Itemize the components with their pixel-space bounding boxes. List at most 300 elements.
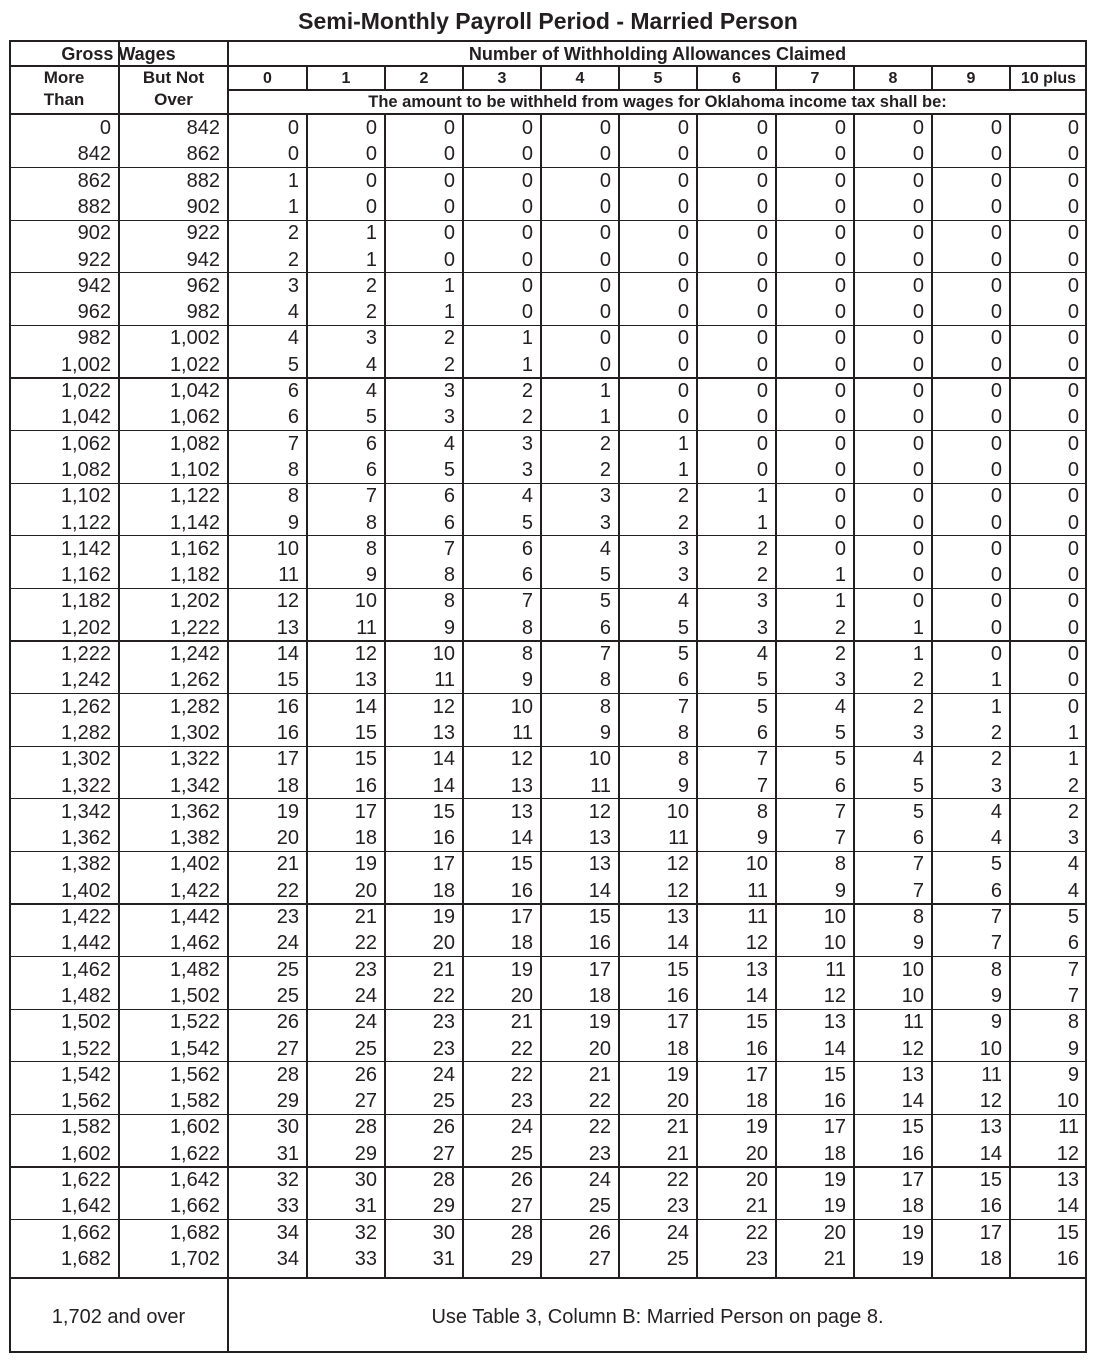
more-than-cell: 1,582 (60, 1116, 111, 1139)
withholding-amount-cell: 12 (745, 932, 768, 955)
withholding-amount-cell: 0 (912, 248, 924, 271)
withholding-amount-cell: 20 (666, 1090, 689, 1113)
withholding-amount-cell: 0 (990, 643, 1002, 665)
withholding-amount-cell: 15 (666, 958, 689, 981)
withholding-amount-cell: 13 (510, 800, 533, 823)
withholding-amount-cell: 0 (834, 537, 846, 560)
withholding-amount-cell: 9 (677, 774, 689, 797)
withholding-amount-cell: 1 (365, 248, 377, 271)
withholding-amount-cell: 6 (521, 564, 533, 587)
withholding-amount-cell: 14 (745, 984, 768, 1007)
withholding-amount-cell: 21 (354, 906, 377, 928)
withholding-amount-cell: 0 (287, 117, 299, 139)
withholding-amount-cell: 11 (512, 721, 533, 744)
withholding-amount-cell: 10 (276, 537, 299, 560)
withholding-amount-cell: 0 (834, 511, 846, 534)
withholding-amount-cell: 8 (834, 853, 846, 876)
allowance-column-header: 2 (419, 70, 429, 87)
withholding-amount-cell: 8 (365, 511, 377, 534)
withholding-amount-cell: 3 (756, 590, 768, 613)
withholding-amount-cell: 11 (825, 958, 846, 981)
withholding-amount-cell: 27 (276, 1037, 299, 1060)
withholding-amount-cell: 0 (834, 353, 846, 376)
withholding-amount-cell: 10 (823, 906, 846, 928)
withholding-amount-cell: 0 (912, 380, 924, 402)
but-not-over-cell: 1,482 (169, 958, 220, 981)
withholding-amount-cell: 2 (990, 721, 1002, 744)
withholding-amount-cell: 9 (1067, 1037, 1079, 1060)
footer-rule (9, 1277, 1087, 1279)
withholding-amount-cell: 7 (834, 800, 846, 823)
withholding-amount-cell: 0 (912, 143, 924, 166)
withholding-amount-cell: 0 (677, 222, 689, 245)
but-not-over-cell: 1,662 (169, 1195, 220, 1218)
withholding-amount-cell: 22 (510, 1063, 533, 1086)
withholding-amount-cell: 0 (1067, 564, 1079, 587)
withholding-amount-cell: 0 (599, 274, 611, 297)
withholding-amount-cell: 0 (1067, 353, 1079, 376)
but-not-over-cell: 1,682 (169, 1221, 220, 1244)
withholding-amount-cell: 0 (990, 485, 1002, 508)
withholding-amount-cell: 10 (823, 932, 846, 955)
allowance-column-header: 0 (263, 70, 272, 87)
withholding-amount-cell: 2 (365, 301, 377, 324)
withholding-amount-cell: 0 (990, 458, 1002, 481)
withholding-amount-cell: 10 (510, 695, 533, 718)
withholding-amount-cell: 6 (990, 879, 1002, 902)
withholding-amount-cell: 7 (912, 853, 924, 876)
withholding-amount-cell: 24 (432, 1063, 455, 1086)
withholding-amount-cell: 0 (990, 537, 1002, 560)
more-than-cell: 1,242 (60, 669, 111, 692)
but-not-over-cell: 1,122 (169, 485, 220, 508)
withholding-amount-cell: 0 (365, 117, 377, 139)
withholding-amount-cell: 8 (443, 590, 455, 613)
more-than-cell: 842 (77, 143, 111, 166)
withholding-amount-cell: 34 (276, 1247, 299, 1270)
withholding-amount-cell: 16 (745, 1037, 768, 1060)
withholding-amount-cell: 3 (834, 669, 846, 692)
withholding-amount-cell: 25 (432, 1090, 455, 1113)
withholding-amount-cell: 21 (745, 1195, 768, 1218)
withholding-amount-cell: 5 (443, 458, 455, 481)
withholding-amount-cell: 19 (823, 1195, 846, 1218)
withholding-amount-cell: 20 (510, 984, 533, 1007)
withholding-amount-cell: 1 (1067, 721, 1079, 744)
withholding-amount-cell: 0 (834, 274, 846, 297)
withholding-amount-cell: 6 (443, 511, 455, 534)
withholding-amount-cell: 4 (1067, 853, 1079, 876)
withholding-amount-cell: 22 (354, 932, 377, 955)
withholding-amount-cell: 3 (677, 564, 689, 587)
withholding-amount-cell: 4 (287, 301, 299, 324)
withholding-amount-cell: 12 (979, 1090, 1002, 1113)
withholding-amount-cell: 1 (990, 695, 1002, 718)
withholding-amount-cell: 9 (990, 984, 1002, 1007)
withholding-amount-cell: 0 (521, 169, 533, 192)
withholding-amount-cell: 24 (588, 1169, 611, 1191)
withholding-amount-cell: 19 (901, 1247, 924, 1270)
withholding-amount-cell: 27 (510, 1195, 533, 1218)
withholding-amount-cell: 0 (912, 274, 924, 297)
withholding-amount-cell: 17 (979, 1221, 1002, 1244)
withholding-amount-cell: 0 (521, 143, 533, 166)
withholding-amount-cell: 27 (432, 1142, 455, 1165)
withholding-amount-cell: 0 (521, 195, 533, 218)
more-than-cell: 1,522 (60, 1037, 111, 1060)
but-not-over-cell: 1,102 (169, 458, 220, 481)
withholding-amount-cell: 0 (756, 458, 768, 481)
withholding-amount-cell: 0 (365, 169, 377, 192)
withholding-amount-cell: 7 (287, 432, 299, 455)
withholding-amount-cell: 17 (354, 800, 377, 823)
more-than-cell: 1,362 (60, 827, 111, 850)
withholding-amount-cell: 0 (1067, 222, 1079, 245)
withholding-amount-cell: 0 (834, 169, 846, 192)
allowance-column-header: 10 plus (1020, 70, 1077, 87)
withholding-amount-cell: 0 (756, 143, 768, 166)
withholding-amount-cell: 8 (756, 800, 768, 823)
withholding-amount-cell: 20 (823, 1221, 846, 1244)
withholding-amount-cell: 0 (1067, 143, 1079, 166)
withholding-amount-cell: 7 (599, 643, 611, 665)
withholding-amount-cell: 0 (834, 485, 846, 508)
withholding-amount-cell: 17 (276, 748, 299, 771)
withholding-amount-cell: 16 (588, 932, 611, 955)
withholding-amount-cell: 2 (834, 643, 846, 665)
withholding-amount-cell: 19 (745, 1116, 768, 1139)
withholding-amount-cell: 6 (287, 380, 299, 402)
withholding-amount-cell: 0 (521, 117, 533, 139)
but-not-over-cell: 1,262 (169, 669, 220, 692)
withholding-amount-cell: 0 (990, 406, 1002, 429)
withholding-amount-cell: 7 (912, 879, 924, 902)
withholding-amount-cell: 0 (834, 301, 846, 324)
withholding-amount-cell: 21 (276, 853, 299, 876)
withholding-amount-cell: 3 (521, 432, 533, 455)
withholding-amount-cell: 5 (599, 564, 611, 587)
withholding-amount-cell: 32 (276, 1169, 299, 1191)
but-not-over-cell: 982 (186, 301, 220, 324)
withholding-amount-cell: 33 (354, 1247, 377, 1270)
withholding-amount-cell: 5 (912, 800, 924, 823)
withholding-amount-cell: 0 (834, 143, 846, 166)
withholding-amount-cell: 0 (912, 458, 924, 481)
withholding-amount-cell: 0 (599, 117, 611, 139)
withholding-amount-cell: 29 (354, 1142, 377, 1165)
withholding-amount-cell: 4 (287, 327, 299, 350)
withholding-amount-cell: 21 (432, 958, 455, 981)
withholding-amount-cell: 19 (354, 853, 377, 876)
withholding-amount-cell: 24 (354, 1011, 377, 1034)
withholding-amount-cell: 2 (443, 327, 455, 350)
withholding-amount-cell: 3 (521, 458, 533, 481)
but-not-over-cell: 1,162 (169, 537, 220, 560)
withholding-amount-cell: 30 (276, 1116, 299, 1139)
withholding-amount-cell: 20 (354, 879, 377, 902)
withholding-amount-cell: 11 (747, 879, 768, 902)
more-than-cell: 1,322 (60, 774, 111, 797)
withholding-amount-cell: 0 (990, 590, 1002, 613)
but-not-over-cell: 962 (186, 274, 220, 297)
withholding-amount-cell: 1 (365, 222, 377, 245)
but-not-over-cell: 1,142 (169, 511, 220, 534)
withholding-amount-cell: 18 (901, 1195, 924, 1218)
withholding-amount-cell: 25 (666, 1247, 689, 1270)
withholding-amount-cell: 2 (834, 616, 846, 639)
withholding-amount-cell: 1 (912, 616, 924, 639)
withholding-amount-cell: 10 (666, 800, 689, 823)
withholding-amount-cell: 3 (599, 511, 611, 534)
gross-wages-heading: Gross Wages (61, 44, 176, 64)
withholding-amount-cell: 9 (990, 1011, 1002, 1034)
withholding-amount-cell: 22 (510, 1037, 533, 1060)
withholding-amount-cell: 0 (599, 195, 611, 218)
withholding-amount-cell: 19 (510, 958, 533, 981)
withholding-amount-cell: 2 (287, 222, 299, 245)
withholding-amount-cell: 5 (990, 853, 1002, 876)
withholding-amount-cell: 0 (834, 458, 846, 481)
withholding-amount-cell: 14 (588, 879, 611, 902)
withholding-amount-cell: 31 (354, 1195, 377, 1218)
withholding-amount-cell: 6 (677, 669, 689, 692)
withholding-amount-cell: 5 (677, 643, 689, 665)
withholding-amount-cell: 30 (432, 1221, 455, 1244)
withholding-amount-cell: 8 (990, 958, 1002, 981)
withholding-amount-cell: 11 (747, 906, 768, 928)
but-not-over-cell: 1,602 (169, 1116, 220, 1139)
withholding-amount-cell: 0 (1067, 669, 1079, 692)
withholding-amount-cell: 0 (834, 117, 846, 139)
withholding-amount-cell: 14 (666, 932, 689, 955)
but-not-over-cell: 1,622 (169, 1142, 220, 1165)
withholding-amount-cell: 8 (521, 616, 533, 639)
withholding-amount-cell: 1 (990, 669, 1002, 692)
withholding-amount-cell: 11 (590, 774, 611, 797)
but-not-over-cell: 1,342 (169, 774, 220, 797)
withholding-amount-cell: 0 (365, 195, 377, 218)
withholding-amount-cell: 0 (1067, 380, 1079, 402)
withholding-amount-cell: 5 (287, 353, 299, 376)
but-not-over-cell: 1,062 (169, 406, 220, 429)
withholding-amount-cell: 1 (443, 301, 455, 324)
withholding-amount-cell: 26 (276, 1011, 299, 1034)
withholding-subheading: The amount to be withheld from wages for Oklahoma income tax shall be: (368, 93, 947, 111)
withholding-amount-cell: 17 (510, 906, 533, 928)
withholding-amount-cell: 0 (756, 195, 768, 218)
withholding-amount-cell: 4 (365, 353, 377, 376)
withholding-amount-cell: 0 (756, 117, 768, 139)
withholding-amount-cell: 5 (756, 669, 768, 692)
more-than-cell: 1,102 (60, 485, 111, 508)
withholding-amount-cell: 21 (823, 1247, 846, 1270)
withholding-amount-cell: 15 (588, 906, 611, 928)
withholding-amount-cell: 1 (756, 485, 768, 508)
withholding-amount-cell: 18 (354, 827, 377, 850)
withholding-amount-cell: 8 (599, 695, 611, 718)
withholding-amount-cell: 7 (834, 827, 846, 850)
withholding-amount-cell: 21 (666, 1142, 689, 1165)
withholding-amount-cell: 3 (443, 406, 455, 429)
withholding-amount-cell: 13 (276, 616, 299, 639)
withholding-amount-cell: 0 (756, 327, 768, 350)
withholding-amount-cell: 18 (432, 879, 455, 902)
withholding-amount-cell: 28 (510, 1221, 533, 1244)
more-than-cell: 1,462 (60, 958, 111, 981)
withholding-amount-cell: 0 (912, 485, 924, 508)
withholding-amount-cell: 0 (756, 380, 768, 402)
withholding-amount-cell: 16 (276, 695, 299, 718)
more-than-cell: 1,182 (60, 590, 111, 613)
withholding-amount-cell: 0 (990, 353, 1002, 376)
but-not-over-cell: 1,022 (169, 353, 220, 376)
but-not-over-cell: 1,282 (169, 695, 220, 718)
withholding-amount-cell: 26 (354, 1063, 377, 1086)
withholding-amount-cell: 0 (990, 117, 1002, 139)
withholding-amount-cell: 0 (756, 248, 768, 271)
but-not-over-cell: 1,182 (169, 564, 220, 587)
withholding-amount-cell: 0 (521, 248, 533, 271)
but-not-over-cell: 1,202 (169, 590, 220, 613)
withholding-amount-cell: 2 (677, 485, 689, 508)
withholding-amount-cell: 10 (354, 590, 377, 613)
withholding-amount-cell: 0 (677, 406, 689, 429)
withholding-amount-cell: 10 (979, 1037, 1002, 1060)
withholding-amount-cell: 4 (756, 643, 768, 665)
withholding-amount-cell: 12 (666, 853, 689, 876)
withholding-amount-cell: 21 (510, 1011, 533, 1034)
withholding-amount-cell: 12 (276, 590, 299, 613)
withholding-amount-cell: 0 (1067, 616, 1079, 639)
withholding-amount-cell: 27 (354, 1090, 377, 1113)
withholding-amount-cell: 7 (365, 485, 377, 508)
withholding-amount-cell: 0 (912, 301, 924, 324)
withholding-amount-cell: 0 (677, 169, 689, 192)
withholding-amount-cell: 16 (901, 1142, 924, 1165)
but-not-over-cell: 1,322 (169, 748, 220, 771)
more-than-cell: 1,202 (60, 616, 111, 639)
allowance-column-header: 1 (341, 70, 351, 87)
withholding-amount-cell: 11 (278, 564, 299, 587)
withholding-amount-cell: 1 (287, 195, 299, 218)
withholding-amount-cell: 0 (1067, 511, 1079, 534)
more-than-cell: 1,082 (60, 458, 111, 481)
withholding-amount-cell: 0 (443, 195, 455, 218)
allowance-column-header: 7 (810, 70, 820, 87)
withholding-amount-cell: 5 (912, 774, 924, 797)
withholding-amount-cell: 7 (443, 537, 455, 560)
but-not-over-cell: 1,042 (169, 380, 220, 402)
withholding-amount-cell: 17 (745, 1063, 768, 1086)
withholding-amount-cell: 17 (432, 853, 455, 876)
withholding-amount-cell: 22 (276, 879, 299, 902)
withholding-amount-cell: 0 (990, 169, 1002, 192)
withholding-amount-cell: 6 (834, 774, 846, 797)
withholding-amount-cell: 0 (443, 169, 455, 192)
withholding-amount-cell: 22 (666, 1169, 689, 1191)
withholding-amount-cell: 12 (666, 879, 689, 902)
withholding-amount-cell: 0 (1067, 248, 1079, 271)
withholding-amount-cell: 13 (432, 721, 455, 744)
withholding-amount-cell: 0 (990, 511, 1002, 534)
withholding-amount-cell: 0 (912, 353, 924, 376)
more-than-cell: 1,562 (60, 1090, 111, 1113)
but-not-over-cell: 882 (186, 169, 220, 192)
withholding-amount-cell: 19 (666, 1063, 689, 1086)
withholding-amount-cell: 26 (510, 1169, 533, 1191)
but-not-over-cell: 1,422 (169, 879, 220, 902)
withholding-amount-cell: 11 (668, 827, 689, 850)
withholding-amount-cell: 12 (823, 984, 846, 1007)
withholding-amount-cell: 0 (756, 432, 768, 455)
withholding-amount-cell: 15 (354, 748, 377, 771)
withholding-amount-cell: 0 (1067, 695, 1079, 718)
withholding-amount-cell: 16 (1056, 1247, 1079, 1270)
withholding-amount-cell: 18 (588, 984, 611, 1007)
withholding-amount-cell: 0 (990, 564, 1002, 587)
withholding-amount-cell: 19 (901, 1221, 924, 1244)
withholding-amount-cell: 0 (990, 274, 1002, 297)
withholding-amount-cell: 9 (756, 827, 768, 850)
withholding-amount-cell: 0 (990, 301, 1002, 324)
withholding-amount-cell: 2 (443, 353, 455, 376)
withholding-amount-cell: 32 (354, 1221, 377, 1244)
withholding-amount-cell: 0 (756, 222, 768, 245)
more-than-cell: 1,302 (60, 748, 111, 771)
but-not-over-cell: 1,582 (169, 1090, 220, 1113)
more-than-cell: 1,502 (60, 1011, 111, 1034)
withholding-amount-cell: 8 (287, 458, 299, 481)
withholding-amount-cell: 0 (599, 327, 611, 350)
withholding-amount-cell: 9 (521, 669, 533, 692)
withholding-amount-cell: 19 (276, 800, 299, 823)
withholding-amount-cell: 0 (1067, 274, 1079, 297)
more-than-cell: 1,422 (60, 906, 111, 928)
withholding-amount-cell: 1 (834, 564, 846, 587)
withholding-amount-cell: 6 (287, 406, 299, 429)
withholding-amount-cell: 14 (510, 827, 533, 850)
withholding-amount-cell: 0 (599, 222, 611, 245)
withholding-amount-cell: 12 (354, 643, 377, 665)
withholding-amount-cell: 24 (354, 984, 377, 1007)
withholding-amount-cell: 27 (588, 1247, 611, 1270)
but-not-over-cell: 1,302 (169, 721, 220, 744)
withholding-amount-cell: 19 (588, 1011, 611, 1034)
withholding-amount-cell: 22 (745, 1221, 768, 1244)
withholding-amount-cell: 0 (443, 117, 455, 139)
withholding-amount-cell: 0 (599, 169, 611, 192)
withholding-amount-cell: 16 (510, 879, 533, 902)
more-than-cell: 1,542 (60, 1063, 111, 1086)
withholding-amount-cell: 7 (990, 932, 1002, 955)
withholding-amount-cell: 3 (443, 380, 455, 402)
withholding-amount-cell: 30 (354, 1169, 377, 1191)
withholding-amount-cell: 6 (521, 537, 533, 560)
withholding-amount-cell: 23 (432, 1011, 455, 1034)
withholding-amount-cell: 7 (1067, 984, 1079, 1007)
more-than-cell: 882 (77, 195, 111, 218)
withholding-amount-cell: 16 (276, 721, 299, 744)
more-than-cell: 862 (77, 169, 111, 192)
withholding-amount-cell: 17 (666, 1011, 689, 1034)
withholding-amount-cell: 0 (834, 195, 846, 218)
withholding-amount-cell: 28 (354, 1116, 377, 1139)
withholding-amount-cell: 9 (365, 564, 377, 587)
withholding-amount-cell: 13 (510, 774, 533, 797)
withholding-amount-cell: 1 (677, 432, 689, 455)
withholding-amount-cell: 0 (912, 511, 924, 534)
withholding-amount-cell: 0 (1067, 590, 1079, 613)
